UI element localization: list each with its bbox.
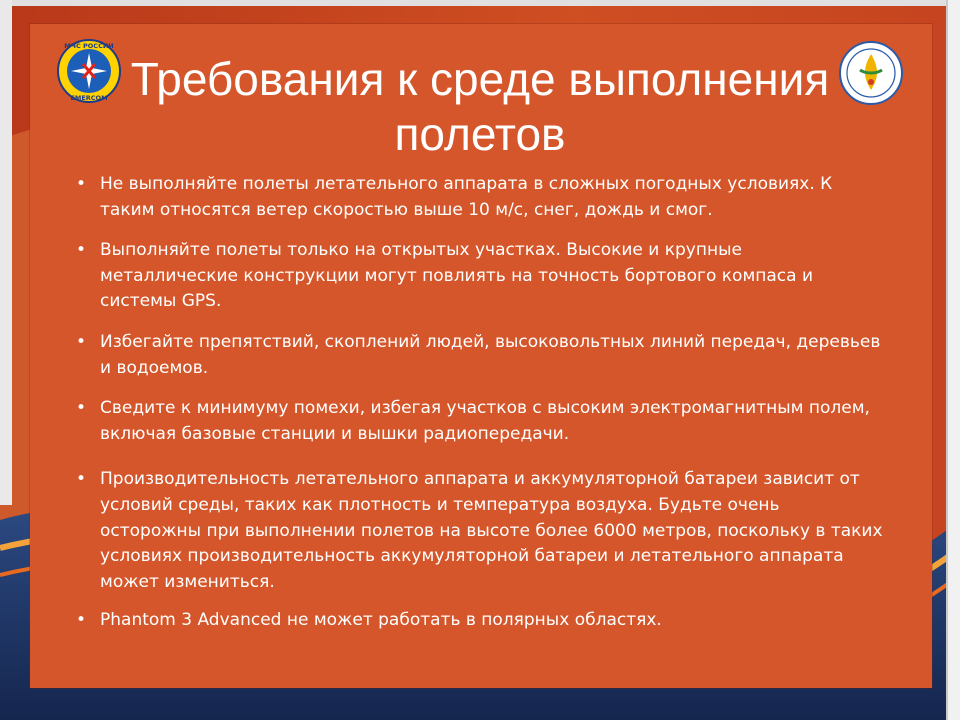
bullet-icon: • <box>76 610 87 631</box>
frame-left <box>0 0 12 505</box>
bullet-item <box>74 396 884 447</box>
bullet-text: Не выполняйте полеты летательного аппарата в сложных погодных условиях. К таким относятся ветер скоростью выше 10 м/с, снег, дождь и смог. <box>100 174 833 220</box>
logo-left-top-text: МЧС РОССИИ <box>64 42 114 50</box>
bullet-text: Phantom 3 Advanced не может работать в полярных областях. <box>100 610 662 631</box>
slide-title: Требования к среде выполнения полетов <box>130 53 830 160</box>
bullet-text: Сведите к минимуму помехи, избегая участков с высоким электромагнитным полем, включая базовые станции и вышки радиопередачи. <box>100 398 870 444</box>
bullet-item <box>74 238 884 315</box>
frame-top <box>0 0 946 6</box>
bullet-icon: • <box>76 240 87 261</box>
frame-right <box>946 0 960 720</box>
bullet-icon: • <box>76 331 87 352</box>
bullet-item <box>74 467 884 595</box>
logo-left-bottom-text: EMERCOM <box>70 94 108 102</box>
bullet-item <box>74 330 884 381</box>
bullet-text: Избегайте препятствий, скоплений людей, высоковольтных линий передач, деревьев и водоемов. <box>100 331 881 378</box>
bullet-text: Выполняйте полеты только на открытых участках. Высокие и крупные металлические конструкции могут повлиять на точность бортового компаса и системы GPS. <box>100 240 814 312</box>
bullet-icon: • <box>76 469 87 490</box>
bullet-list <box>74 172 884 634</box>
bullet-item <box>74 172 884 223</box>
bullet-text: Производительность летательного аппарата и аккумуляторной батареи зависит от условий среды, таких как плотность и температура воздуха. Будьте очень осторожны при выполнении полетов на высоте более 6000 метров, поскольку в таких условиях производительность аккумуляторной батареи и летательного аппарата может измениться. <box>100 469 883 592</box>
bullet-icon: • <box>76 398 87 419</box>
bullet-icon: • <box>76 174 87 194</box>
bullet-item <box>74 608 884 634</box>
